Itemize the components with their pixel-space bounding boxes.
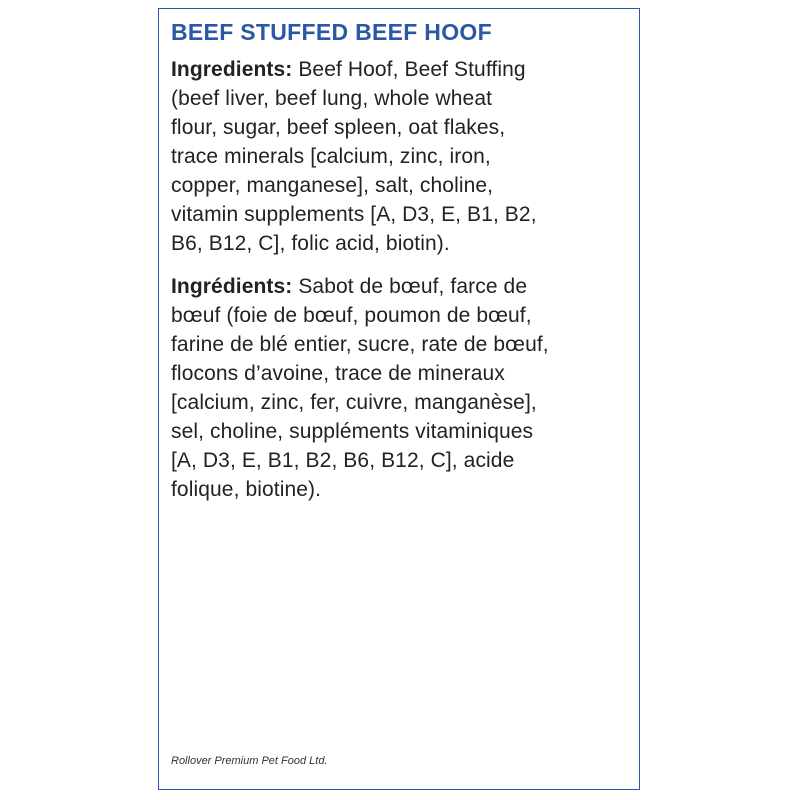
ingredients-english-line: flour, sugar, beef spleen, oat flakes,: [171, 116, 506, 139]
ingredients-french-line: [171, 272, 631, 301]
ingredients-english: [171, 55, 631, 258]
ingredients-french-line: sel, choline, suppléments vitaminiques: [171, 420, 534, 443]
ingredients-english-line: copper, manganese], salt, choline,: [171, 174, 494, 197]
ingredient-label-card: [158, 8, 640, 790]
product-title: BEEF STUFFED BEEF HOOF: [171, 19, 492, 45]
ingredients-french-line: folique, biotine).: [171, 478, 322, 501]
ingredients-english-line: trace minerals [calcium, zinc, iron,: [171, 145, 491, 168]
ingredients-french-heading: Ingrédients:: [171, 275, 293, 298]
company-name: Rollover Premium Pet Food Ltd.: [171, 755, 328, 767]
ingredients-french-line: [calcium, zinc, fer, cuivre, manganèse],: [171, 391, 537, 414]
ingredients-french-line: farine de blé entier, sucre, rate de bœuf,: [171, 333, 549, 356]
ingredients-french-line: bœuf (foie de bœuf, poumon de bœuf,: [171, 304, 532, 327]
ingredients-french-line: flocons d’avoine, trace de mineraux: [171, 362, 505, 385]
ingredients-english-text: Beef Hoof, Beef Stuffing: [292, 58, 526, 81]
ingredients-english-line: (beef liver, beef lung, whole wheat: [171, 87, 493, 110]
ingredients-french: [171, 272, 631, 504]
ingredients-english-heading: Ingredients:: [171, 58, 293, 81]
ingredients-french-text: Sabot de bœuf, farce de: [292, 275, 528, 298]
ingredients-english-line: vitamin supplements [A, D3, E, B1, B2,: [171, 203, 537, 226]
ingredients-english-line: [171, 55, 631, 84]
ingredients-english-line: B6, B12, C], folic acid, biotin).: [171, 232, 450, 255]
ingredients-french-line: [A, D3, E, B1, B2, B6, B12, C], acide: [171, 449, 515, 472]
